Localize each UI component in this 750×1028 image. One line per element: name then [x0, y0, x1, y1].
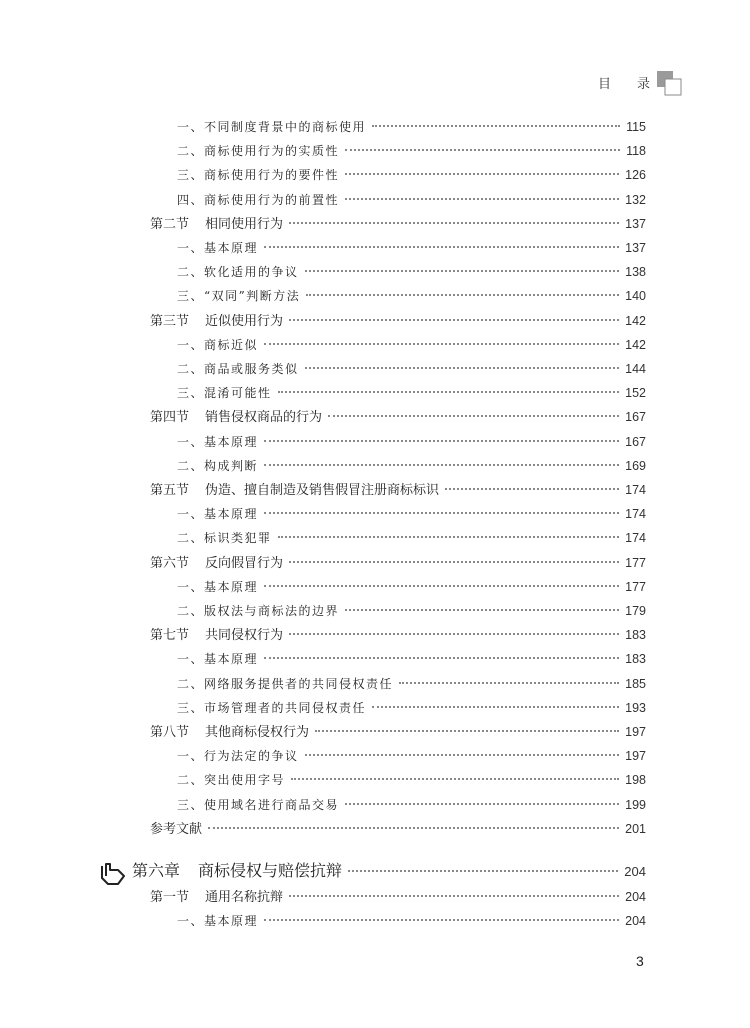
toc-entry-title: 三、商标使用行为的要件性	[177, 168, 340, 183]
toc-page-number: 177	[625, 579, 646, 594]
toc-page-number: 140	[625, 289, 646, 304]
toc-references-row	[150, 821, 646, 838]
toc-page-number: 185	[625, 676, 646, 691]
toc-item-row	[177, 240, 646, 256]
toc-entry-title: 一、基本原理	[177, 652, 259, 667]
toc-entry-title: 共同侵权行为	[205, 628, 284, 644]
toc-entry-title: 一、基本原理	[177, 241, 259, 255]
section-number: 第五节	[150, 483, 190, 498]
toc-entry-title: 一、不同制度背景中的商标使用	[177, 120, 367, 134]
toc-entry-title: 销售侵权商品的行为	[205, 410, 323, 426]
toc-item-row	[177, 579, 646, 595]
dot-leader	[345, 609, 619, 611]
toc-page-number: 177	[625, 555, 646, 570]
toc-item-row	[177, 700, 646, 716]
dot-leader	[345, 149, 620, 151]
toc-item-row	[177, 119, 646, 135]
toc-entry-title: 三、混淆可能性	[177, 386, 272, 401]
toc-entry-title: 一、基本原理	[177, 579, 259, 594]
toc-item-row	[177, 748, 646, 764]
toc-page-number: 174	[625, 483, 646, 497]
toc-page-number: 179	[625, 604, 646, 618]
header-char-1: 目	[598, 77, 612, 92]
toc-page-number: 169	[625, 458, 646, 473]
toc-page-number: 201	[625, 821, 646, 836]
toc-page-number: 137	[625, 241, 646, 255]
toc-page-number: 204	[625, 914, 646, 929]
toc-item-row	[177, 651, 646, 667]
running-header	[598, 73, 650, 92]
dot-leader	[348, 870, 618, 872]
toc-page-number: 126	[625, 168, 646, 183]
toc-entry-title: 三、使用域名进行商品交易	[177, 797, 340, 812]
toc-entry-title: 二、软化适用的争议	[177, 265, 299, 280]
hand-pointer-icon	[100, 862, 126, 888]
dot-leader	[306, 294, 619, 296]
toc-page-number: 167	[625, 434, 646, 449]
dot-leader	[345, 198, 619, 200]
section-number: 第八节	[150, 725, 190, 740]
toc-section-row	[150, 555, 646, 572]
toc-entry-title: 二、突出使用字号	[177, 773, 286, 788]
toc-item-row	[177, 506, 646, 522]
toc-entry-title: 通用名称抗辩	[205, 890, 284, 905]
toc-entry-title: 三、“双同”判断方法	[177, 289, 301, 304]
toc-item-row	[177, 385, 646, 401]
toc-section-row	[150, 889, 646, 906]
toc-page-number: 167	[625, 410, 646, 425]
toc-section-row	[150, 216, 646, 233]
toc-item-row	[177, 913, 646, 929]
toc-item-row	[177, 797, 646, 813]
toc-page-number: 197	[625, 749, 646, 764]
toc-entry-title: 一、基本原理	[177, 914, 259, 929]
dot-leader	[264, 246, 619, 248]
toc-section-row	[150, 482, 646, 499]
toc-item-row	[177, 676, 646, 692]
toc-entry-title: 伪造、擅自制造及销售假冒注册商标标识	[205, 483, 440, 498]
toc-entry-title: 二、标识类犯罪	[177, 531, 272, 546]
dot-leader	[289, 895, 619, 897]
toc-item-row	[177, 603, 646, 619]
toc-section-row	[150, 724, 646, 741]
dot-leader	[278, 536, 620, 538]
header-char-2: 录	[636, 77, 650, 92]
toc-item-row	[177, 530, 646, 546]
squares-icon	[657, 71, 683, 97]
toc-item-row	[177, 434, 646, 450]
dot-leader	[345, 803, 619, 805]
toc-entry-title: 二、构成判断	[177, 458, 259, 473]
toc-entry-title: 一、行为法定的争议	[177, 749, 299, 764]
dot-leader	[264, 440, 619, 442]
toc-entry-title: 一、商标近似	[177, 337, 259, 352]
section-number: 第四节	[150, 410, 190, 426]
toc-page-number: 197	[625, 725, 646, 739]
dot-leader	[305, 754, 620, 756]
toc-item-row	[177, 772, 646, 788]
toc-item-row	[177, 458, 646, 474]
chapter-number: 第六章	[132, 861, 181, 880]
toc-item-row	[177, 337, 646, 353]
dot-leader	[208, 827, 619, 829]
toc-page-number: 204	[625, 890, 646, 904]
toc-item-row	[177, 143, 646, 159]
dot-leader	[289, 319, 619, 321]
dot-leader	[305, 367, 620, 369]
toc-section-row	[150, 627, 646, 644]
toc-entry-title: 参考文献	[150, 821, 203, 837]
toc-page-number: 204	[624, 864, 646, 879]
dot-leader	[445, 488, 619, 490]
dot-leader	[264, 585, 619, 587]
toc-entry-title: 二、网络服务提供者的共同侵权责任	[177, 676, 394, 691]
toc-page-number: 144	[625, 362, 646, 376]
toc-item-row	[177, 167, 646, 183]
toc-page-number: 198	[625, 773, 646, 788]
toc-item-row	[177, 264, 646, 280]
toc-entry-title: 商标侵权与赔偿抗辩	[198, 861, 343, 880]
dot-leader	[315, 730, 619, 732]
section-number: 第一节	[150, 890, 190, 905]
toc-item-row	[177, 192, 646, 208]
toc-entry-title: 近似使用行为	[205, 313, 284, 329]
page-number: 3	[636, 953, 644, 969]
dot-leader	[399, 682, 619, 684]
section-number: 第六节	[150, 555, 190, 571]
toc-entry-title: 相同使用行为	[205, 216, 284, 232]
dot-leader	[264, 919, 619, 921]
toc-entry-title: 一、基本原理	[177, 507, 259, 522]
toc-entry-title: 三、市场管理者的共同侵权责任	[177, 700, 367, 715]
toc-page-number: 137	[625, 216, 646, 231]
toc-entry-title: 一、基本原理	[177, 434, 259, 449]
toc-page-number: 115	[626, 120, 646, 134]
dot-leader	[291, 778, 619, 780]
section-number: 第三节	[150, 313, 190, 329]
dot-leader	[289, 633, 619, 635]
dot-leader	[264, 464, 619, 466]
section-number: 第七节	[150, 628, 190, 644]
toc-page-number: 152	[625, 386, 646, 401]
toc-page-number: 142	[625, 313, 646, 328]
toc-page-number: 132	[625, 192, 646, 207]
dot-leader	[289, 561, 619, 563]
dot-leader	[305, 270, 620, 272]
dot-leader	[264, 512, 619, 514]
dot-leader	[372, 125, 620, 127]
toc-page-number: 183	[625, 652, 646, 667]
toc-page-number: 183	[625, 628, 646, 643]
section-number: 第二节	[150, 216, 190, 232]
toc-chapter-row	[132, 861, 646, 882]
toc-page-number: 138	[625, 265, 646, 280]
toc-page-number: 118	[626, 144, 646, 159]
toc-page-number: 193	[625, 700, 646, 715]
toc-entry-title: 二、版权法与商标法的边界	[177, 604, 340, 618]
dot-leader	[345, 173, 619, 175]
toc-entry-title: 四、商标使用行为的前置性	[177, 192, 340, 207]
toc-item-row	[177, 361, 646, 377]
toc-entry-title: 反向假冒行为	[205, 555, 284, 571]
toc-entry-title: 其他商标侵权行为	[205, 725, 310, 740]
dot-leader	[289, 222, 619, 224]
dot-leader	[278, 391, 620, 393]
toc-item-row	[177, 288, 646, 304]
toc-section-row	[150, 313, 646, 330]
toc-page-number: 142	[625, 337, 646, 352]
toc-entry-title: 二、商品或服务类似	[177, 362, 299, 376]
dot-leader	[264, 343, 619, 345]
dot-leader	[372, 706, 619, 708]
toc-section-row	[150, 409, 646, 426]
toc-page-number: 174	[625, 507, 646, 522]
toc-page-number: 199	[625, 797, 646, 812]
dot-leader	[328, 415, 619, 417]
toc-page-number: 174	[625, 531, 646, 546]
toc-entry-title: 二、商标使用行为的实质性	[177, 144, 340, 159]
dot-leader	[264, 657, 619, 659]
